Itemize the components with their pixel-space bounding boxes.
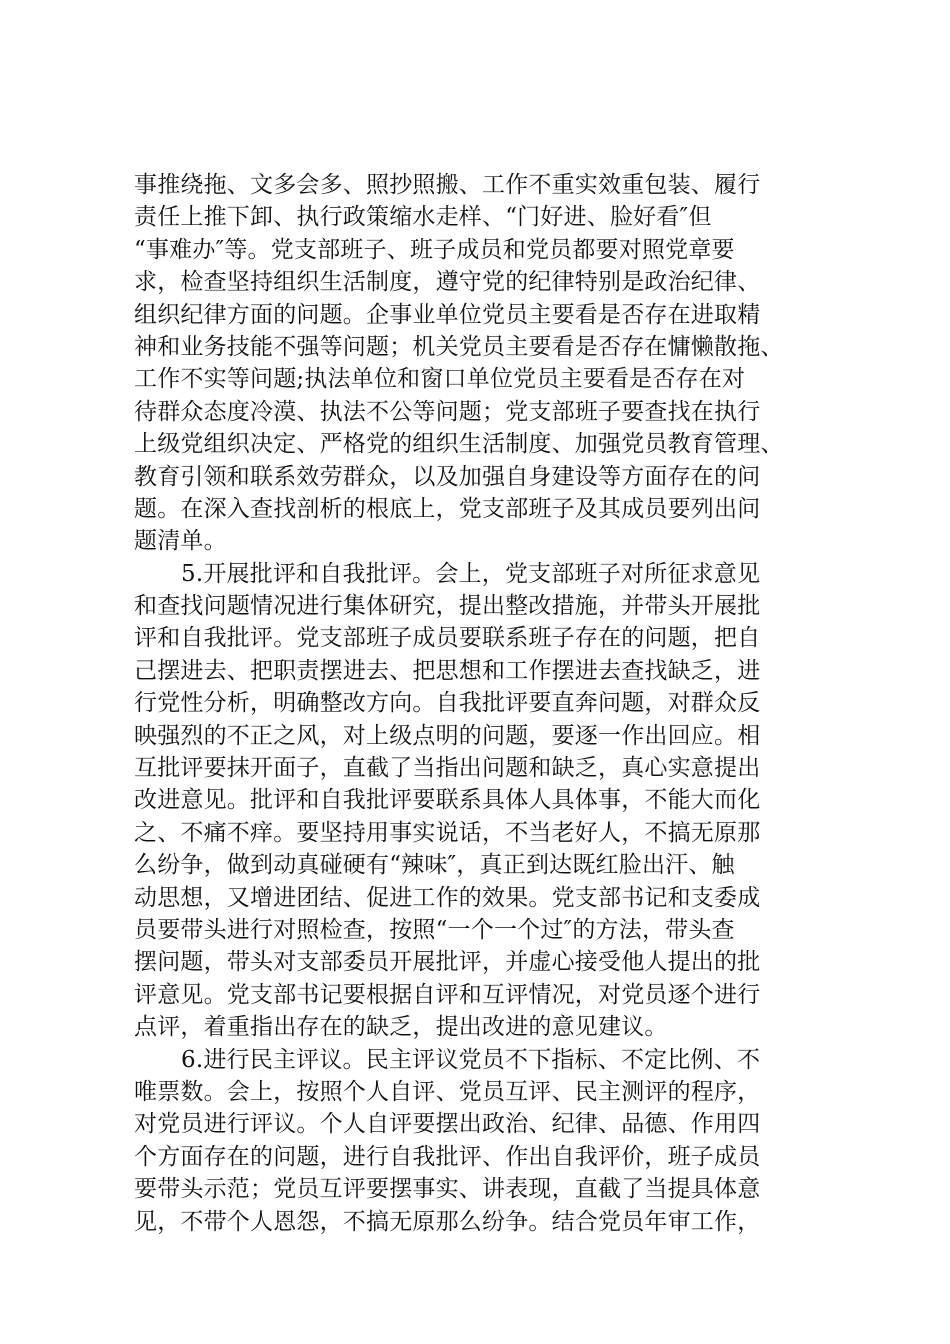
body-text bbox=[134, 169, 834, 1238]
text-line: 工作不实等问题;执法单位和窗口单位党员主要看是否存在对 bbox=[134, 366, 746, 393]
text-line: 评意见。党支部书记要根据自评和互评情况，对党员逐个进行 bbox=[134, 981, 761, 1008]
text-line: 责任上推下卸、执行政策缩水走样、“门好进、脸好看″但 bbox=[134, 204, 712, 231]
text-line: 神和业务技能不强等问题；机关党员主要看是否存在慵懒散拖、 bbox=[134, 333, 784, 360]
text-line: 映强烈的不正之风，对上级点明的问题，要逐一作出回应。相 bbox=[134, 722, 761, 749]
text-line: 个方面存在的问题，进行自我批评、作出自我评价，班子成员 bbox=[134, 1143, 761, 1170]
text-line: 么纷争，做到动真碰硬有“辣味″，真正到达既红脸出汗、触 bbox=[134, 852, 735, 879]
text-line: 上级党组织决定、严格党的组织生活制度、加强党员教育管理、 bbox=[134, 431, 784, 458]
text-line: 唯票数。会上，按照个人自评、党员互评、民主测评的程序， bbox=[134, 1078, 761, 1105]
text-line: 点评，着重指出存在的缺乏，提出改进的意见建议。 bbox=[134, 1014, 668, 1041]
text-line: 见，不带个人恩怨，不搞无原那么纷争。结合党员年审工作， bbox=[134, 1208, 761, 1235]
text-line: 评和自我批评。党支部班子成员要联系班子存在的问题，把自 bbox=[134, 625, 761, 652]
text-line: 员要带头进行对照检查，按照“一个一个过″的方法，带头查 bbox=[134, 916, 735, 943]
text-line: 行党性分析，明确整改方向。自我批评要直奔问题，对群众反 bbox=[134, 690, 761, 717]
paragraph-start-line: 6.进行民主评议。民主评议党员不下指标、不定比例、不 bbox=[181, 1046, 761, 1073]
text-line: 动思想，又增进团结、促进工作的效果。党支部书记和支委成 bbox=[134, 884, 761, 911]
text-line: 教育引领和联系效劳群众，以及加强自身建设等方面存在的问 bbox=[134, 463, 761, 490]
text-line: 己摆进去、把职责摆进去、把思想和工作摆进去查找缺乏，进 bbox=[134, 657, 761, 684]
text-line: 题。在深入查找剖析的根底上，党支部班子及其成员要列出问 bbox=[134, 495, 761, 522]
text-line: 摆问题，带头对支部委员开展批评，并虚心接受他人提出的批 bbox=[134, 949, 761, 976]
text-line: 要带头示范；党员互评要摆事实、讲表现，直截了当提具体意 bbox=[134, 1176, 761, 1203]
text-line: 改进意见。批评和自我批评要联系具体人具体事，不能大而化 bbox=[134, 787, 761, 814]
text-line: 之、不痛不痒。要坚持用事实说话，不当老好人，不搞无原那 bbox=[134, 819, 761, 846]
paragraph-start-line: 5.开展批评和自我批评。会上，党支部班子对所征求意见 bbox=[181, 560, 761, 587]
text-line: 求，检查坚持组织生活制度，遵守党的纪律特别是政治纪律、 bbox=[134, 269, 761, 296]
text-line: 待群众态度冷漠、执法不公等问题；党支部班子要查找在执行 bbox=[134, 398, 761, 425]
text-line: 和查找问题情况进行集体研究，提出整改措施，并带头开展批 bbox=[134, 593, 761, 620]
text-line: 互批评要抹开面子，直截了当指出问题和缺乏，真心实意提出 bbox=[134, 755, 761, 782]
text-line: “事难办″等。党支部班子、班子成员和党员都要对照党章要 bbox=[134, 236, 735, 263]
text-line: 题清单。 bbox=[134, 528, 227, 555]
text-line: 组织纪律方面的问题。企事业单位党员主要看是否存在进取精 bbox=[134, 301, 761, 328]
text-line: 对党员进行评议。个人自评要摆出政治、纪律、品德、作用四 bbox=[134, 1111, 761, 1138]
text-line: 事推绕拖、文多会多、照抄照搬、工作不重实效重包装、履行 bbox=[134, 172, 761, 198]
